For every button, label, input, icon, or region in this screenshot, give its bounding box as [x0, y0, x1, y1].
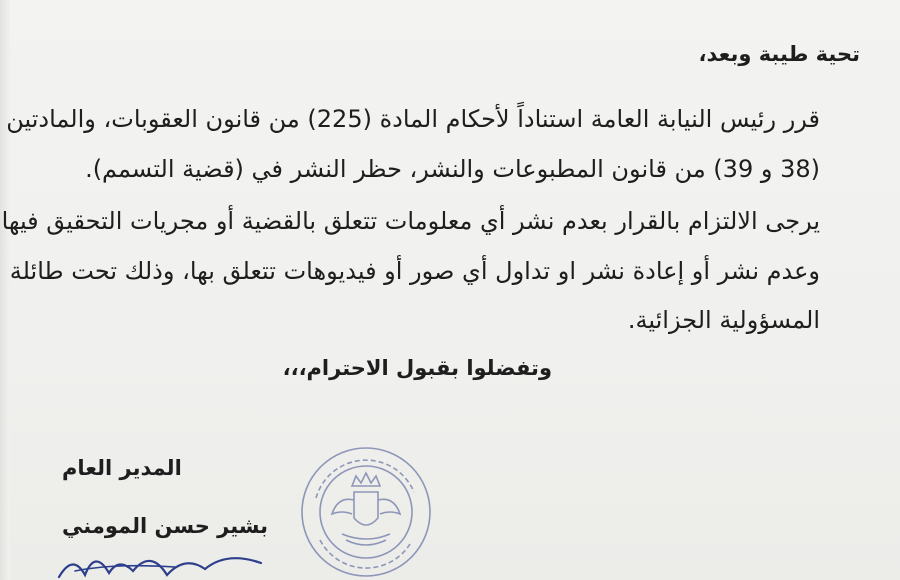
signatory-name: بشير حسن المومني	[62, 514, 269, 538]
paragraph-2-line-3: المسؤولية الجزائية.	[627, 306, 820, 334]
greeting: تحية طيبة وبعد،	[698, 42, 860, 66]
paragraph-2-line-2: وعدم نشر أو إعادة نشر او تداول أي صور أو فيديوهات تتعلق بها، وذلك تحت طائلة	[9, 257, 820, 285]
paper-edge	[0, 0, 10, 580]
handwritten-signature-icon	[55, 545, 265, 580]
paragraph-1-line-2: (38 و 39) من قانون المطبوعات والنشر، حظر النشر في (قضية التسمم).	[85, 155, 820, 183]
paragraph-2-line-1: يرجى الالتزام بالقرار بعدم نشر أي معلومات تتعلق بالقضية أو مجريات التحقيق فيها	[1, 207, 820, 235]
closing-line: وتفضلوا بقبول الاحترام،،،	[282, 356, 552, 380]
official-seal-icon	[296, 440, 436, 580]
paragraph-1-line-1: قرر رئيس النيابة العامة استناداً لأحكام المادة (225) من قانون العقوبات، والمادتين	[6, 105, 820, 133]
signatory-title: المدير العام	[62, 456, 182, 480]
